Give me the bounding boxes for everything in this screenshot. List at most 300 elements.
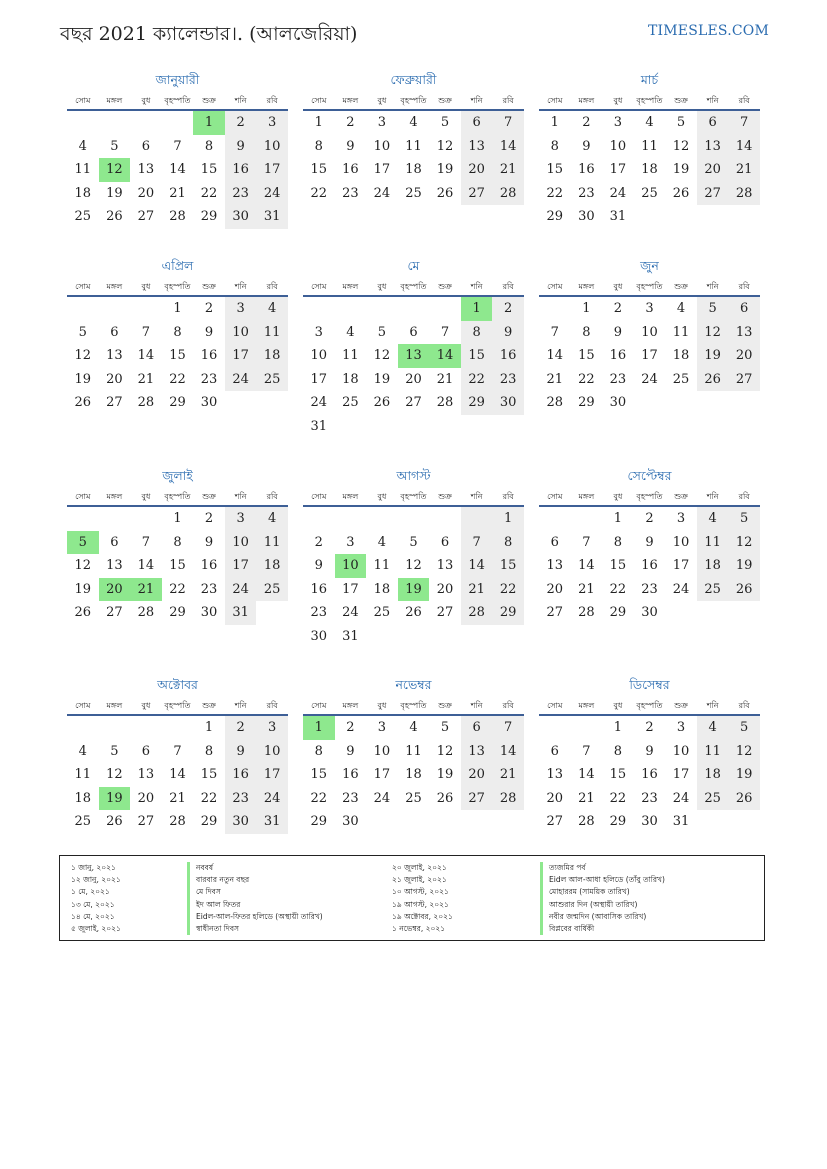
day-cell: 4 bbox=[346, 324, 355, 340]
weekday-header bbox=[303, 698, 524, 716]
day-cell: 10 bbox=[672, 743, 690, 759]
day-cell: 10 bbox=[641, 324, 658, 340]
day-cell: 2 bbox=[582, 115, 591, 130]
weekday-label: সোম bbox=[547, 492, 563, 501]
day-cell: 11 bbox=[256, 531, 288, 555]
empty-cell bbox=[303, 297, 335, 321]
month-title: মার্চ bbox=[640, 72, 659, 87]
day-cell: 22 bbox=[200, 185, 218, 201]
day-cell: 31 bbox=[225, 601, 257, 625]
day-cell: 17 bbox=[342, 581, 359, 597]
empty-cell bbox=[398, 297, 430, 321]
day-cell: 3 bbox=[314, 324, 323, 340]
day-cell: 21 bbox=[492, 763, 524, 787]
legend-divider-right bbox=[540, 862, 543, 935]
day-cell: 27 bbox=[137, 814, 155, 830]
day-cell: 18 bbox=[342, 371, 359, 387]
day-cell: 24 bbox=[609, 185, 627, 201]
weekday-label: শুক্র bbox=[202, 701, 216, 710]
weekday-label: রবি bbox=[502, 701, 514, 710]
empty-cell bbox=[366, 507, 398, 531]
empty-cell bbox=[99, 111, 131, 135]
weekday-label: রবি bbox=[266, 492, 278, 501]
day-cell: 27 bbox=[405, 395, 422, 411]
day-cell: 22 bbox=[310, 790, 328, 806]
day-cell: 4 bbox=[645, 115, 654, 130]
day-cell: 15 bbox=[546, 162, 564, 178]
holiday-date: ১০ আগস্ট, ২০২১ bbox=[392, 887, 449, 897]
holiday-day: 19 bbox=[99, 787, 131, 811]
day-cell: 1 bbox=[492, 507, 524, 531]
day-cell: 23 bbox=[200, 371, 218, 387]
day-cell: 15 bbox=[578, 348, 595, 364]
weekday-header bbox=[303, 279, 524, 297]
day-cell: 3 bbox=[346, 534, 355, 550]
day-cell: 23 bbox=[578, 185, 595, 201]
day-cell: 24 bbox=[672, 581, 690, 597]
day-cell: 14 bbox=[461, 554, 493, 578]
day-cell: 16 bbox=[641, 558, 658, 574]
day-cell: 16 bbox=[225, 763, 257, 787]
day-cell: 4 bbox=[676, 301, 686, 316]
day-cell: 29 bbox=[609, 605, 627, 621]
day-cell: 31 bbox=[672, 814, 690, 830]
month-block bbox=[67, 71, 288, 229]
day-cell: 1 bbox=[582, 301, 591, 316]
day-cell: 17 bbox=[225, 344, 257, 368]
day-cell: 26 bbox=[672, 185, 690, 201]
month-title: জুন bbox=[640, 258, 659, 273]
day-cell: 27 bbox=[546, 814, 564, 830]
day-cell: 21 bbox=[578, 581, 595, 597]
day-cell: 17 bbox=[672, 767, 690, 783]
day-cell: 19 bbox=[74, 371, 92, 387]
day-cell: 28 bbox=[137, 395, 155, 411]
day-cell: 14 bbox=[728, 135, 760, 159]
empty-cell bbox=[429, 297, 461, 321]
day-cell: 12 bbox=[436, 138, 454, 154]
day-cell: 12 bbox=[672, 138, 690, 154]
day-cell: 24 bbox=[256, 787, 288, 811]
day-cell: 2 bbox=[645, 511, 654, 526]
weekday-label: বৃহস্পতি bbox=[636, 492, 663, 501]
weekday-label: শুক্র bbox=[438, 701, 452, 710]
day-cell: 23 bbox=[641, 581, 658, 597]
day-cell: 19 bbox=[728, 554, 760, 578]
holiday-day: 10 bbox=[335, 554, 367, 578]
weekday-label: মঙ্গল bbox=[106, 701, 123, 710]
weekday-label: বুধ bbox=[141, 701, 151, 710]
day-cell: 13 bbox=[436, 558, 454, 574]
day-cell: 14 bbox=[578, 767, 595, 783]
day-cell: 13 bbox=[546, 767, 564, 783]
weekday-label: সোম bbox=[311, 492, 327, 501]
weekday-label: সোম bbox=[75, 492, 91, 501]
day-cell: 10 bbox=[373, 138, 391, 154]
site-link[interactable]: TIMESLES.COM bbox=[648, 23, 769, 39]
holiday-day: 5 bbox=[67, 531, 99, 555]
month-title: এপ্রিল bbox=[161, 258, 194, 273]
day-grid bbox=[539, 507, 760, 625]
holiday-day: 1 bbox=[193, 111, 225, 135]
day-cell: 19 bbox=[672, 162, 690, 178]
month-block bbox=[539, 71, 760, 229]
holiday-day: 19 bbox=[398, 578, 430, 602]
holiday-name: মে দিবস bbox=[196, 887, 221, 897]
day-cell: 31 bbox=[342, 628, 359, 644]
day-cell: 16 bbox=[342, 162, 359, 178]
month-block bbox=[539, 676, 760, 834]
day-cell: 11 bbox=[256, 321, 288, 345]
day-cell: 22 bbox=[609, 581, 627, 597]
month-block bbox=[539, 257, 760, 415]
day-cell: 11 bbox=[342, 348, 359, 364]
day-cell: 16 bbox=[492, 344, 524, 368]
day-cell: 12 bbox=[728, 531, 760, 555]
day-cell: 3 bbox=[256, 111, 288, 135]
day-cell: 7 bbox=[550, 324, 559, 340]
day-cell: 1 bbox=[173, 301, 182, 316]
day-cell: 4 bbox=[78, 138, 87, 154]
day-cell: 1 bbox=[314, 115, 323, 130]
weekday-label: বুধ bbox=[141, 492, 151, 501]
day-cell: 10 bbox=[225, 531, 257, 555]
day-cell: 3 bbox=[225, 507, 257, 531]
day-cell: 29 bbox=[546, 209, 564, 225]
day-cell: 21 bbox=[436, 371, 454, 387]
day-cell: 18 bbox=[641, 162, 658, 178]
day-cell: 26 bbox=[728, 787, 760, 811]
month-block bbox=[67, 676, 288, 834]
day-cell: 2 bbox=[346, 115, 355, 130]
legend-dates-right bbox=[392, 862, 453, 935]
day-grid bbox=[539, 111, 760, 229]
weekday-label: শনি bbox=[470, 701, 483, 710]
day-cell: 5 bbox=[377, 324, 387, 340]
day-cell: 2 bbox=[492, 297, 524, 321]
weekday-label: সোম bbox=[547, 282, 563, 291]
weekday-label: মঙ্গল bbox=[342, 96, 359, 105]
day-cell: 11 bbox=[373, 558, 391, 574]
day-cell: 31 bbox=[310, 418, 328, 434]
day-cell: 5 bbox=[78, 324, 87, 340]
day-cell: 9 bbox=[346, 138, 355, 154]
day-cell: 22 bbox=[169, 581, 186, 597]
day-cell: 19 bbox=[106, 185, 123, 201]
day-cell: 28 bbox=[436, 395, 454, 411]
day-cell: 2 bbox=[225, 716, 257, 740]
day-cell: 2 bbox=[314, 534, 323, 550]
weekday-label: মঙ্গল bbox=[342, 282, 359, 291]
day-cell: 4 bbox=[409, 115, 418, 130]
day-cell: 27 bbox=[546, 605, 564, 621]
weekday-label: রবি bbox=[502, 282, 514, 291]
day-cell: 8 bbox=[204, 138, 214, 154]
weekday-label: সোম bbox=[547, 701, 563, 710]
day-cell: 20 bbox=[461, 763, 493, 787]
empty-cell bbox=[67, 297, 99, 321]
day-cell: 4 bbox=[78, 743, 87, 759]
day-cell: 12 bbox=[405, 558, 422, 574]
day-cell: 20 bbox=[405, 371, 422, 387]
day-cell: 6 bbox=[110, 534, 119, 550]
day-cell: 14 bbox=[546, 348, 564, 364]
empty-cell bbox=[67, 507, 99, 531]
day-cell: 30 bbox=[578, 209, 595, 225]
holiday-name: স্বাধীনতা দিবস bbox=[196, 923, 239, 933]
weekday-header bbox=[539, 93, 760, 111]
day-cell: 21 bbox=[169, 790, 186, 806]
day-cell: 24 bbox=[641, 371, 658, 387]
weekday-label: বৃহস্পতি bbox=[400, 492, 427, 501]
month-title: সেপ্টেম্বর bbox=[627, 468, 672, 483]
day-cell: 30 bbox=[225, 205, 257, 229]
day-cell: 26 bbox=[728, 578, 760, 602]
day-cell: 15 bbox=[609, 767, 627, 783]
weekday-label: শনি bbox=[706, 96, 719, 105]
day-cell: 24 bbox=[256, 182, 288, 206]
empty-cell bbox=[99, 297, 131, 321]
empty-cell bbox=[539, 716, 571, 740]
empty-cell bbox=[335, 507, 367, 531]
day-cell: 10 bbox=[225, 321, 257, 345]
day-cell: 3 bbox=[225, 297, 257, 321]
day-cell: 11 bbox=[672, 324, 690, 340]
day-cell: 5 bbox=[110, 743, 119, 759]
weekday-label: সোম bbox=[547, 96, 563, 105]
day-cell: 20 bbox=[106, 371, 123, 387]
day-cell: 18 bbox=[373, 581, 391, 597]
holiday-date: ১৯ আগস্ট, ২০২১ bbox=[392, 899, 449, 909]
weekday-label: শুক্র bbox=[438, 492, 452, 501]
empty-cell bbox=[130, 507, 162, 531]
month-block bbox=[67, 257, 288, 415]
day-cell: 8 bbox=[173, 324, 182, 340]
weekday-label: শনি bbox=[234, 96, 247, 105]
weekday-label: শুক্র bbox=[438, 282, 452, 291]
day-cell: 4 bbox=[697, 716, 729, 740]
day-cell: 16 bbox=[310, 581, 328, 597]
day-cell: 24 bbox=[342, 605, 359, 621]
day-cell: 6 bbox=[141, 743, 151, 759]
weekday-label: শুক্র bbox=[674, 492, 688, 501]
day-cell: 25 bbox=[74, 814, 92, 830]
day-cell: 18 bbox=[672, 348, 690, 364]
holiday-legend bbox=[59, 855, 765, 941]
day-cell: 22 bbox=[492, 578, 524, 602]
day-cell: 3 bbox=[676, 720, 686, 735]
day-cell: 3 bbox=[676, 511, 686, 526]
day-cell: 8 bbox=[492, 531, 524, 555]
weekday-label: শনি bbox=[234, 492, 247, 501]
day-cell: 4 bbox=[256, 507, 288, 531]
day-cell: 15 bbox=[169, 558, 186, 574]
day-cell: 14 bbox=[137, 558, 155, 574]
holiday-date: ২০ জুলাই, ২০২১ bbox=[392, 863, 447, 872]
day-cell: 20 bbox=[137, 790, 155, 806]
day-cell: 14 bbox=[492, 740, 524, 764]
month-block bbox=[539, 467, 760, 625]
day-cell: 19 bbox=[728, 763, 760, 787]
weekday-label: বুধ bbox=[613, 701, 623, 710]
day-cell: 28 bbox=[578, 814, 595, 830]
day-cell: 24 bbox=[373, 790, 391, 806]
day-cell: 8 bbox=[582, 324, 591, 340]
legend-divider-left bbox=[187, 862, 190, 935]
day-grid bbox=[303, 111, 524, 205]
day-cell: 18 bbox=[697, 763, 729, 787]
day-cell: 17 bbox=[256, 158, 288, 182]
holiday-date: ১৪ মে, ২০২১ bbox=[71, 911, 115, 921]
day-cell: 5 bbox=[440, 115, 450, 130]
holiday-date: ১ জানু, ২০২১ bbox=[71, 863, 116, 872]
day-cell: 23 bbox=[225, 787, 257, 811]
weekday-header bbox=[67, 93, 288, 111]
month-title: নভেম্বর bbox=[395, 677, 432, 692]
day-cell: 6 bbox=[697, 111, 729, 135]
day-cell: 25 bbox=[697, 787, 729, 811]
day-cell: 8 bbox=[613, 743, 623, 759]
day-cell: 26 bbox=[436, 185, 454, 201]
holiday-name: বিপ্লবের বার্ষিকী bbox=[549, 923, 595, 933]
day-cell: 7 bbox=[141, 324, 151, 340]
day-cell: 21 bbox=[546, 371, 564, 387]
day-cell: 24 bbox=[225, 368, 257, 392]
day-cell: 1 bbox=[173, 511, 182, 526]
day-cell: 22 bbox=[609, 790, 627, 806]
empty-cell bbox=[130, 111, 162, 135]
day-cell: 6 bbox=[461, 716, 493, 740]
day-cell: 12 bbox=[74, 558, 92, 574]
day-cell: 21 bbox=[492, 158, 524, 182]
day-cell: 31 bbox=[256, 205, 288, 229]
empty-cell bbox=[461, 507, 493, 531]
day-cell: 8 bbox=[173, 534, 182, 550]
weekday-label: রবি bbox=[266, 282, 278, 291]
weekday-label: রবি bbox=[738, 492, 750, 501]
weekday-label: মঙ্গল bbox=[578, 701, 595, 710]
weekday-label: বুধ bbox=[613, 492, 623, 501]
day-cell: 30 bbox=[641, 814, 658, 830]
holiday-day: 1 bbox=[461, 297, 493, 321]
day-cell: 30 bbox=[641, 605, 658, 621]
day-cell: 26 bbox=[74, 395, 92, 411]
weekday-label: বৃহস্পতি bbox=[636, 282, 663, 291]
day-grid bbox=[303, 716, 524, 834]
day-cell: 11 bbox=[74, 162, 92, 178]
day-cell: 29 bbox=[200, 814, 218, 830]
day-cell: 21 bbox=[461, 578, 493, 602]
weekday-label: বুধ bbox=[377, 492, 387, 501]
holiday-date: ১৯ অক্টোবর, ২০২১ bbox=[392, 911, 453, 921]
day-cell: 17 bbox=[256, 763, 288, 787]
day-cell: 26 bbox=[405, 605, 422, 621]
day-cell: 2 bbox=[204, 301, 214, 316]
day-cell: 31 bbox=[256, 810, 288, 834]
day-cell: 27 bbox=[106, 605, 123, 621]
day-cell: 7 bbox=[582, 534, 591, 550]
day-cell: 3 bbox=[377, 720, 387, 735]
weekday-label: বুধ bbox=[141, 282, 151, 291]
day-cell: 28 bbox=[137, 605, 155, 621]
day-cell: 25 bbox=[256, 578, 288, 602]
day-cell: 23 bbox=[641, 790, 658, 806]
day-cell: 17 bbox=[609, 162, 627, 178]
day-cell: 10 bbox=[373, 743, 391, 759]
weekday-header bbox=[539, 698, 760, 716]
weekday-label: সোম bbox=[75, 282, 91, 291]
day-cell: 5 bbox=[440, 720, 450, 735]
holiday-date: ১ মে, ২০২১ bbox=[71, 887, 110, 897]
day-cell: 23 bbox=[225, 182, 257, 206]
day-cell: 20 bbox=[546, 581, 564, 597]
weekday-label: রবি bbox=[738, 96, 750, 105]
day-cell: 24 bbox=[672, 790, 690, 806]
day-cell: 18 bbox=[697, 554, 729, 578]
weekday-header bbox=[539, 489, 760, 507]
holiday-name: Eidল আল-আধা হলিডে (তাঁবু তারিখ) bbox=[549, 875, 665, 885]
day-cell: 11 bbox=[405, 743, 422, 759]
day-cell: 16 bbox=[578, 162, 595, 178]
day-grid bbox=[67, 507, 288, 625]
day-cell: 30 bbox=[225, 810, 257, 834]
day-cell: 29 bbox=[492, 601, 524, 625]
day-cell: 9 bbox=[314, 558, 323, 574]
weekday-label: শুক্র bbox=[202, 282, 216, 291]
day-cell: 11 bbox=[641, 138, 658, 154]
weekday-label: শনি bbox=[470, 282, 483, 291]
day-cell: 14 bbox=[578, 558, 595, 574]
day-cell: 16 bbox=[609, 348, 627, 364]
day-cell: 15 bbox=[169, 348, 186, 364]
day-cell: 23 bbox=[342, 185, 359, 201]
day-cell: 27 bbox=[137, 209, 155, 225]
day-cell: 28 bbox=[546, 395, 564, 411]
empty-cell bbox=[366, 297, 398, 321]
day-cell: 6 bbox=[550, 743, 559, 759]
day-cell: 22 bbox=[578, 371, 595, 387]
day-cell: 19 bbox=[436, 767, 454, 783]
day-cell: 25 bbox=[256, 368, 288, 392]
empty-cell bbox=[571, 507, 603, 531]
weekday-label: রবি bbox=[502, 96, 514, 105]
day-cell: 27 bbox=[697, 182, 729, 206]
holiday-name: মোহাররম (সাময়িক তারিখ) bbox=[549, 887, 630, 897]
day-cell: 13 bbox=[697, 135, 729, 159]
holiday-date: ১২ জানু, ২০২১ bbox=[71, 875, 121, 885]
day-cell: 8 bbox=[461, 321, 493, 345]
weekday-label: শনি bbox=[706, 282, 719, 291]
day-cell: 18 bbox=[74, 790, 92, 806]
day-cell: 17 bbox=[225, 554, 257, 578]
day-cell: 27 bbox=[461, 787, 493, 811]
day-cell: 30 bbox=[609, 395, 627, 411]
holiday-day: 20 bbox=[99, 578, 131, 602]
day-cell: 7 bbox=[440, 324, 450, 340]
day-cell: 3 bbox=[613, 115, 623, 130]
empty-cell bbox=[99, 507, 131, 531]
day-cell: 11 bbox=[697, 531, 729, 555]
day-cell: 8 bbox=[550, 138, 559, 154]
day-cell: 6 bbox=[728, 297, 760, 321]
day-cell: 6 bbox=[550, 534, 559, 550]
day-cell: 6 bbox=[409, 324, 418, 340]
day-cell: 17 bbox=[310, 371, 328, 387]
day-cell: 4 bbox=[409, 720, 418, 735]
weekday-label: বৃহস্পতি bbox=[636, 96, 663, 105]
day-cell: 30 bbox=[200, 395, 218, 411]
month-title: আগস্ট bbox=[396, 468, 431, 483]
